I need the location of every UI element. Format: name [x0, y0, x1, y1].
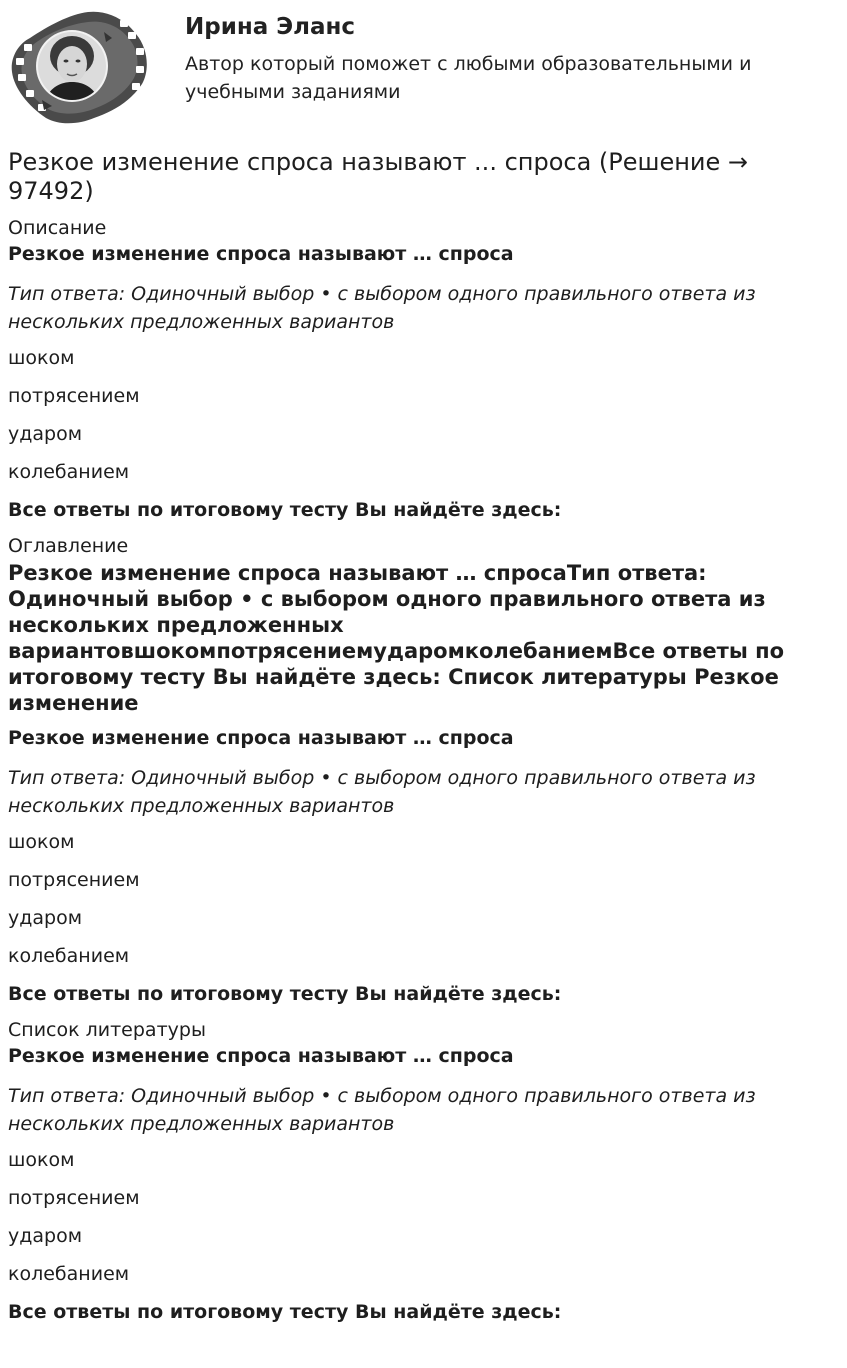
contents-section: [8, 534, 838, 1006]
answer-option: колебанием: [8, 461, 130, 483]
description-section: [8, 216, 838, 522]
answer-option: шоком: [8, 347, 75, 369]
answer-option: ударом: [8, 1225, 83, 1247]
answer-option: потрясением: [8, 1187, 140, 1209]
answer-type: Тип ответа: Одиночный выбор • с выбором одного правильного ответа из нескольких предложенных вариантов: [8, 283, 756, 333]
section-label: Список литературы: [8, 1019, 206, 1041]
question-text: Резкое изменение спроса называют … спроса: [8, 243, 514, 265]
references-section: [8, 1018, 838, 1324]
all-answers-text: Все ответы по итоговому тесту Вы найдёте здесь:: [8, 983, 562, 1005]
answer-option: шоком: [8, 1149, 75, 1171]
author-name[interactable]: Ирина Эланс: [185, 14, 356, 40]
author-header: [8, 8, 838, 128]
section-label: Оглавление: [8, 535, 129, 557]
answer-option: колебанием: [8, 945, 130, 967]
film-frame-photo-icon: [8, 8, 150, 126]
question-text: Резкое изменение спроса называют … спроса: [8, 727, 514, 749]
answer-option: ударом: [8, 907, 83, 929]
author-avatar[interactable]: [8, 8, 150, 126]
answer-option: потрясением: [8, 385, 140, 407]
section-label: Описание: [8, 217, 107, 239]
all-answers-text: Все ответы по итоговому тесту Вы найдёте здесь:: [8, 1301, 562, 1323]
page-title: Резкое изменение спроса называют ... спроса (Решение → 97492): [8, 148, 749, 205]
answer-type: Тип ответа: Одиночный выбор • с выбором одного правильного ответа из нескольких предложенных вариантов: [8, 1085, 756, 1135]
answer-option: ударом: [8, 423, 83, 445]
answer-option: потрясением: [8, 869, 140, 891]
answer-option: колебанием: [8, 1263, 130, 1285]
all-answers-text: Все ответы по итоговому тесту Вы найдёте здесь:: [8, 499, 562, 521]
question-text: Резкое изменение спроса называют … спроса: [8, 1045, 514, 1067]
main-content: [8, 144, 838, 1336]
answer-option: шоком: [8, 831, 75, 853]
contents-heading: Резкое изменение спроса называют … спросаТип ответа: Одиночный выбор • с выбором одного правильного ответа из нескольких предложенных вариантовшокомпотрясениемударомколебаниемВсе ответы по итоговому тесту Вы найдёте здесь: Список литературы Резкое изменение: [8, 561, 785, 715]
answer-type: Тип ответа: Одиночный выбор • с выбором одного правильного ответа из нескольких предложенных вариантов: [8, 767, 756, 817]
author-description: Автор который поможет с любыми образовательными и учебными заданиями: [185, 53, 752, 103]
